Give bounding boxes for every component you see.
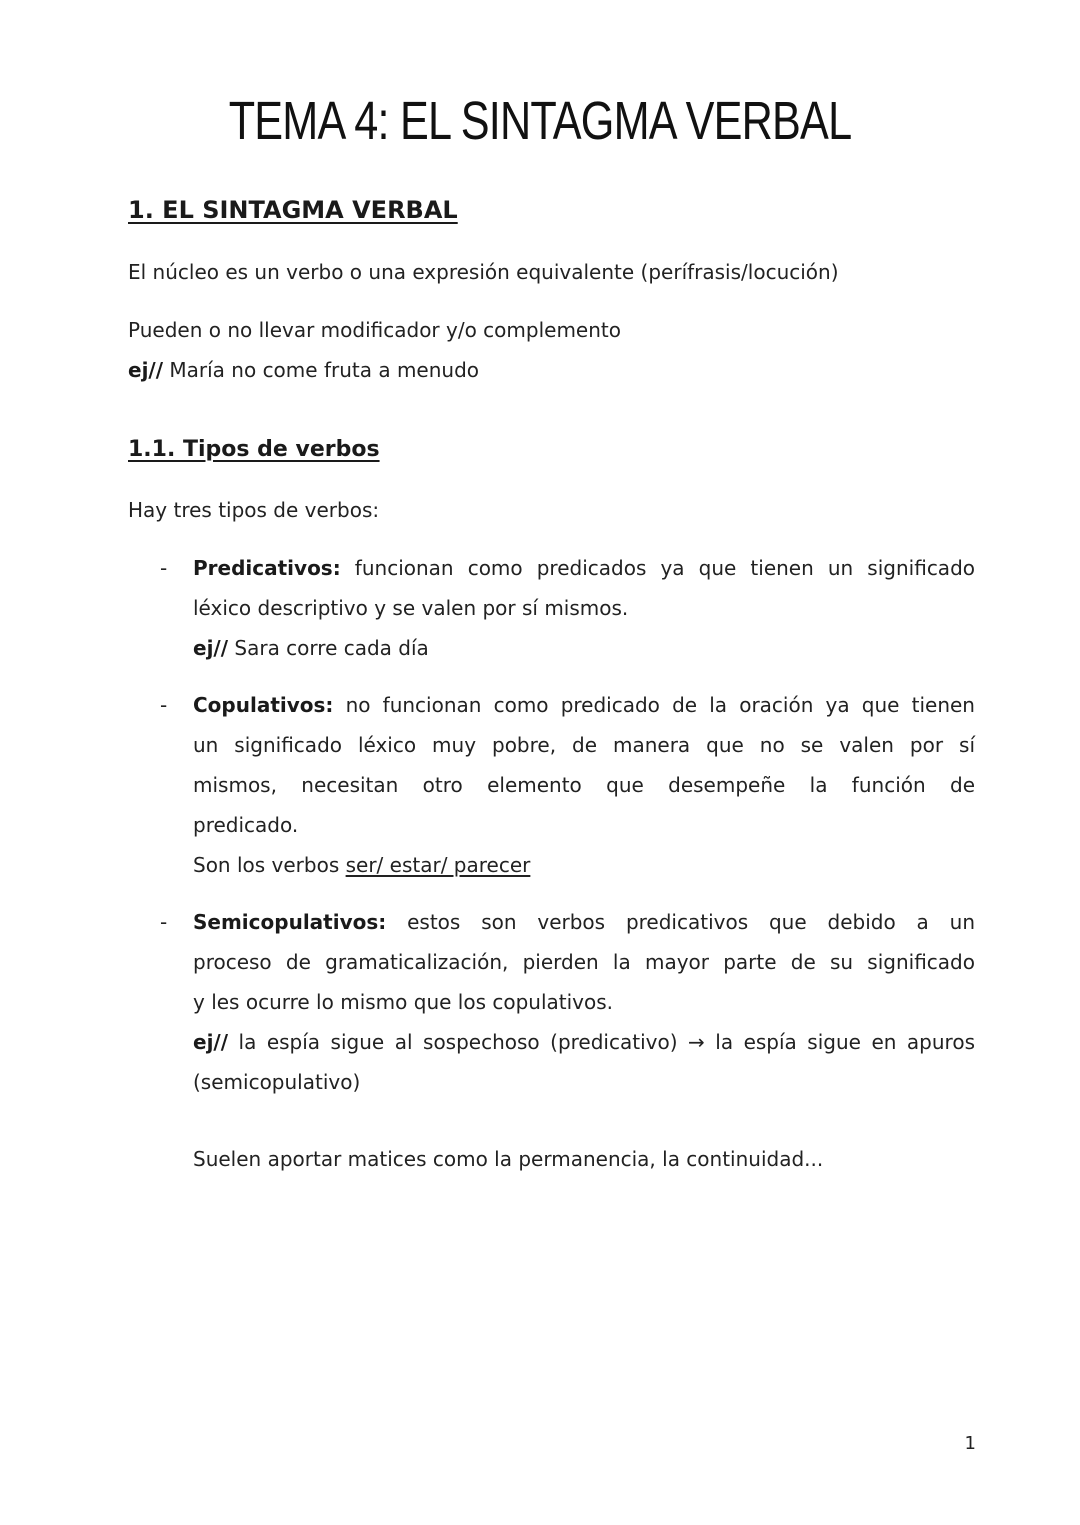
list-item-body	[193, 548, 975, 668]
list-item-line: proceso de gramaticalización, pierden la mayor parte de su significado	[193, 950, 975, 974]
list-item-text: no funcionan como predicado de la oración ya que tienen	[333, 693, 975, 717]
list-item-line: predicado.	[193, 813, 299, 837]
term-copulativos: Copulativos:	[193, 693, 334, 717]
bullet-dash: -	[160, 693, 168, 717]
list-item-line	[193, 685, 975, 725]
list-item-line: mismos, necesitan otro elemento que desempeñe la función de	[193, 773, 975, 797]
list-item-line	[193, 902, 975, 942]
list-item-line: un significado léxico muy pobre, de manera que no se valen por sí	[193, 733, 975, 757]
term-semicopulativos: Semicopulativos:	[193, 910, 387, 934]
example-continuation: (semicopulativo)	[193, 1070, 361, 1094]
list-item-body	[193, 685, 975, 885]
example-text: María no come fruta a menudo	[163, 358, 480, 382]
list-item-line: y les ocurre lo mismo que los copulativos.	[193, 990, 614, 1014]
example-line	[193, 1022, 975, 1062]
paragraph-nucleo: El núcleo es un verbo o una expresión equivalente (perífrasis/locución)	[128, 260, 839, 284]
list-item-copulativos	[128, 685, 975, 885]
subsection-heading: 1.1. Tipos de verbos	[128, 437, 380, 462]
page-title: TEMA 4: EL SINTAGMA VERBAL	[228, 91, 852, 151]
paragraph-modificador: Pueden o no llevar modificador y/o complemento	[128, 318, 621, 342]
note-paragraph: Suelen aportar matices como la permanencia, la continuidad...	[193, 1147, 824, 1171]
example-label: ej//	[193, 636, 229, 660]
bullet-dash: -	[160, 556, 168, 580]
paragraph-intro: Hay tres tipos de verbos:	[128, 498, 380, 522]
example-text: la espía sigue al sospechoso (predicativo) → la espía sigue en apuros	[228, 1030, 975, 1054]
example-line	[128, 350, 479, 390]
list-item-predicativos	[128, 548, 975, 668]
verbs-prefix: Son los verbos	[193, 853, 346, 877]
bullet-dash: -	[160, 910, 168, 934]
example-label: ej//	[193, 1030, 229, 1054]
list-item-line	[193, 548, 975, 588]
list-item-body	[193, 902, 975, 1102]
list-item-text: funcionan como predicados ya que tienen un significado	[340, 556, 975, 580]
verbs-line	[193, 845, 975, 885]
verbs-list: ser/ estar/ parecer	[345, 853, 531, 877]
list-item-text: estos son verbos predicativos que debido a un	[386, 910, 975, 934]
term-predicativos: Predicativos:	[193, 556, 341, 580]
list-item-semicopulativos	[128, 902, 975, 1102]
example-text: Sara corre cada día	[228, 636, 429, 660]
example-line	[193, 628, 975, 668]
list-item-line: léxico descriptivo y se valen por sí mismos.	[193, 596, 629, 620]
page-number: 1	[964, 1433, 976, 1454]
example-label: ej//	[128, 358, 164, 382]
section-heading: 1. EL SINTAGMA VERBAL	[128, 196, 458, 224]
